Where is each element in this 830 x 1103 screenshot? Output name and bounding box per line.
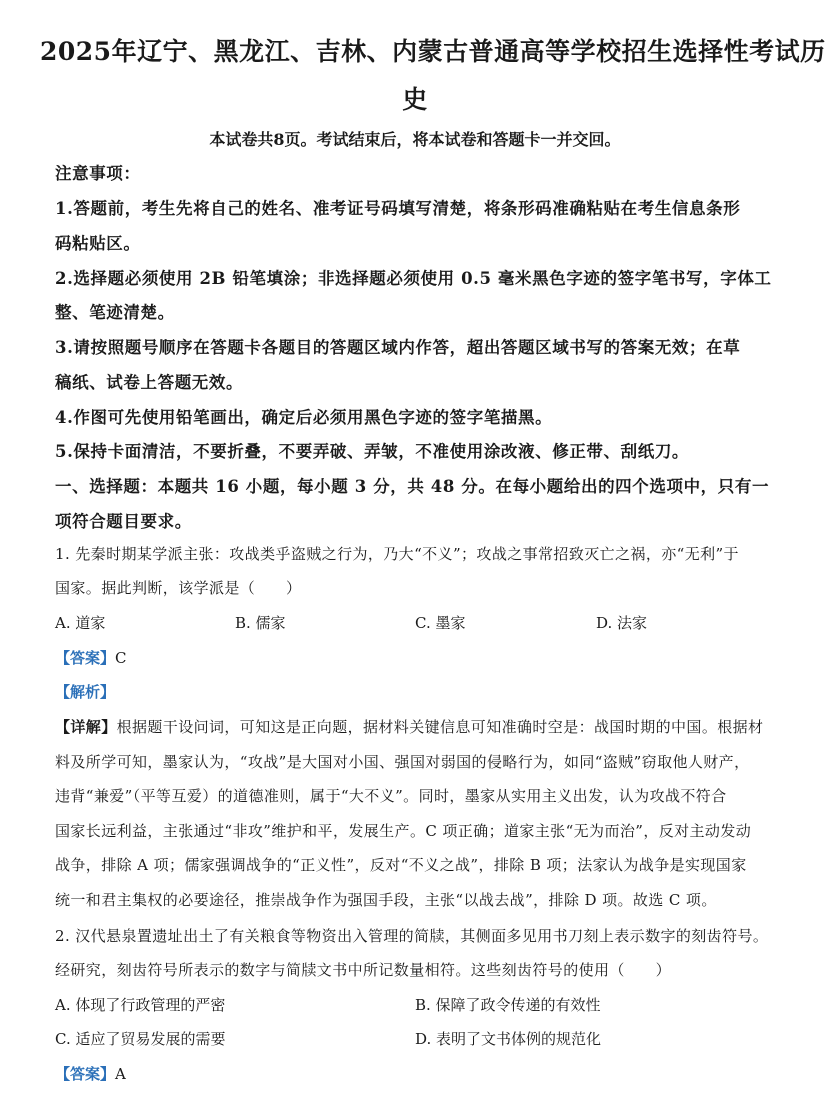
- q2-stem-cont: 经研究，刻齿符号所表示的数字与简牍文书中所记数量相符。这些刻齿符号的使用（ ）: [55, 961, 672, 979]
- answer-tag: 【答案】: [55, 1065, 116, 1083]
- q2-stem: 2. 汉代悬泉置遗址出土了有关粮食等物资出入管理的简牍，其侧面多见用书刀刻上表示数字的刻齿符号。: [55, 927, 769, 945]
- q2-answer-line: [55, 1063, 126, 1084]
- q2-option-b: B. 保障了政令传递的有效性: [415, 996, 601, 1014]
- q1-detail-line: 战争，排除 A 项；儒家强调战争的“正义性”，反对“不义之战”，排除 B 项；法家认为战争是实现国家: [55, 856, 747, 874]
- detail-tag: 【详解】: [55, 718, 117, 736]
- q1-detail-line: 料及所学可知，墨家认为，“攻战”是大国对小国、强国对弱国的侵略行为，如同“盗贼”窃取他人财产，: [55, 753, 750, 771]
- notes-line: 稿纸、试卷上答题无效。: [55, 373, 244, 392]
- exam-title-line2: 史: [402, 85, 428, 114]
- notes-line: 整、笔迹清楚。: [55, 303, 175, 322]
- q1-detail-line: 国家长远利益，主张通过“非攻”维护和平，发展生产。C 项正确；道家主张“无为而治”，反对主动发动: [55, 822, 752, 840]
- q1-stem-cont: 国家。据此判断，该学派是（ ）: [55, 579, 302, 597]
- notes-line: 2.选择题必须使用 2B 铅笔填涂；非选择题必须使用 0.5 毫米黑色字迹的签字笔书写，字体工: [55, 269, 772, 288]
- q1-detail-line: 统一和君主集权的必要途径，推崇战争作为强国手段，主张“以战去战”，排除 D 项。故选 C 项。: [55, 891, 717, 909]
- q1-detail-line: 违背“兼爱”（平等互爱）的道德准则，属于“大不义”。同时，墨家从实用主义出发，认为攻战不符合: [55, 787, 727, 805]
- notes-line: 码粘贴区。: [55, 234, 141, 253]
- q1-answer-value: C: [115, 649, 127, 667]
- section-heading-cont: 项符合题目要求。: [55, 512, 192, 531]
- q1-option-c: C. 墨家: [415, 614, 466, 632]
- exam-title-line1: 2025年辽宁、黑龙江、吉林、内蒙古普通高等学校招生选择性考试历: [40, 37, 826, 66]
- analysis-tag: 【解析】: [55, 683, 116, 701]
- q1-detail-line: [55, 716, 763, 737]
- q1-option-a: A. 道家: [55, 614, 106, 632]
- q1-analysis-line: [55, 681, 115, 702]
- q1-detail-text: 根据题干设问词，可知这是正向题，据材料关键信息可知准确时空是：战国时期的中国。根据材: [116, 718, 764, 736]
- q2-option-a: A. 体现了行政管理的严密: [55, 996, 226, 1014]
- exam-subtitle: 本试卷共8页。考试结束后，将本试卷和答题卡一并交回。: [209, 130, 621, 149]
- q2-answer-value: A: [115, 1065, 126, 1083]
- q1-option-d: D. 法家: [596, 614, 648, 632]
- q2-option-c: C. 适应了贸易发展的需要: [55, 1030, 226, 1048]
- notes-line: 4.作图可先使用铅笔画出，确定后必须用黑色字迹的签字笔描黑。: [55, 408, 553, 427]
- q1-option-b: B. 儒家: [235, 614, 286, 632]
- notes-line: 5.保持卡面清洁，不要折叠，不要弄破、弄皱，不准使用涂改液、修正带、刮纸刀。: [55, 442, 690, 461]
- q1-answer-line: [55, 647, 127, 668]
- section-heading: 一、选择题：本题共 16 小题，每小题 3 分，共 48 分。在每小题给出的四个选项中，只有一: [55, 477, 770, 496]
- notes-line: 1.答题前，考生先将自己的姓名、准考证号码填写清楚，将条形码准确粘贴在考生信息条形: [55, 199, 741, 218]
- q2-option-d: D. 表明了文书体例的规范化: [415, 1030, 602, 1048]
- notes-line: 3.请按照题号顺序在答题卡各题目的答题区域内作答，超出答题区域书写的答案无效；在草: [55, 338, 741, 357]
- notes-heading: 注意事项：: [55, 164, 141, 183]
- answer-tag: 【答案】: [55, 649, 116, 667]
- q1-stem: 1. 先秦时期某学派主张：攻战类乎盗贼之行为，乃大“不义”；攻战之事常招致灭亡之祸，亦“无利”于: [55, 545, 739, 563]
